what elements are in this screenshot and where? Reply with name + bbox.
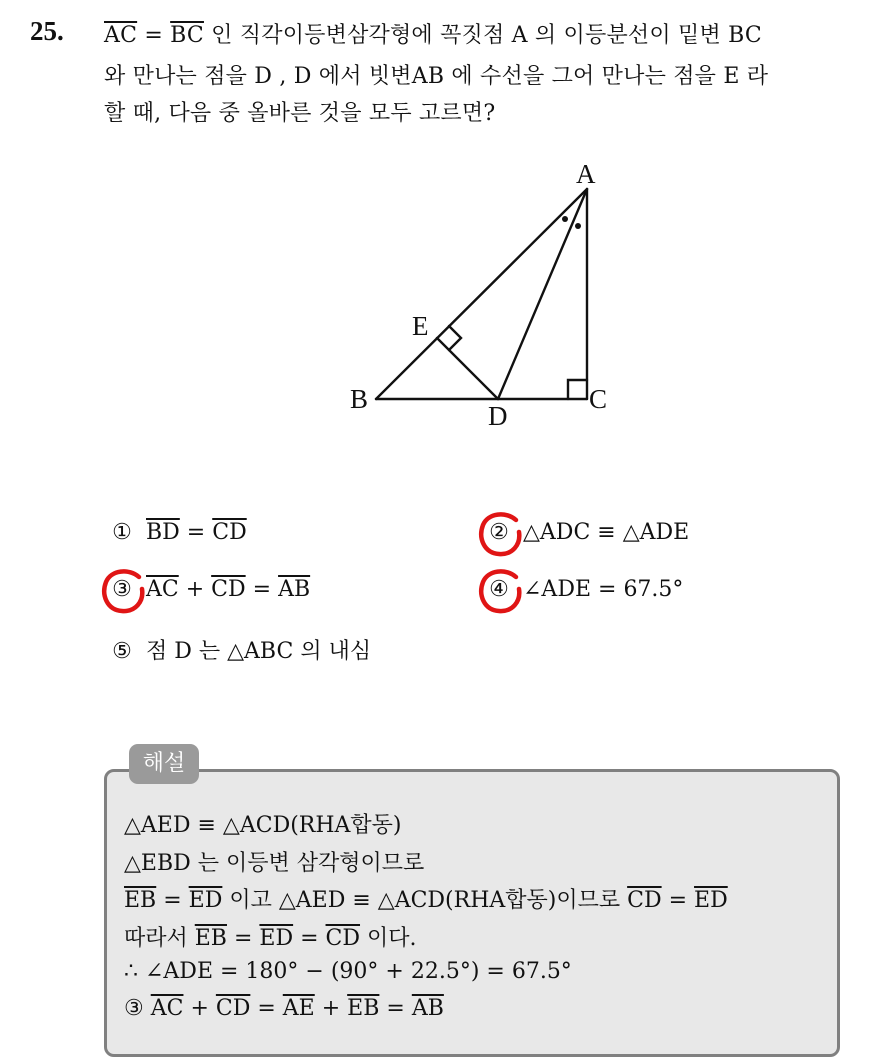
label-d: D: [488, 401, 508, 431]
question-number: 25.: [30, 16, 64, 46]
angle-mark-dot-2: [575, 223, 581, 229]
choice-number: ②: [489, 520, 509, 545]
choice-4[interactable]: ④ ∠ADE = 67.5°: [485, 577, 683, 602]
answer-mark-4: [476, 567, 526, 617]
label-b: B: [350, 384, 369, 414]
explanation-tab: 해설: [129, 744, 199, 784]
triangle-figure: [340, 158, 630, 438]
answer-mark-3: [99, 567, 149, 617]
segment-ac: $\overline{AC}$: [104, 23, 138, 48]
choice-2[interactable]: ② △ADC ≡ △ADE: [485, 520, 689, 545]
label-c: C: [589, 384, 608, 414]
explanation-line-5: ∴ ∠ADE = 180° − (90° + 22.5°) = 67.5°: [124, 959, 572, 984]
segment-bc: $\overline{BC}$: [170, 23, 204, 48]
question-line-3: 할 때, 다음 중 올바른 것을 모두 고르면?: [104, 101, 496, 126]
question-line-2: 와 만나는 점을 D , D 에서 빗변AB 에 수선을 그어 만나는 점을 E 라: [104, 64, 769, 89]
choice-number: ④: [489, 577, 509, 602]
explanation-line-6: ③ $\overline{AC} + \overline{CD} = \overline{AE} + \overline{EB} = \overline{AB}$: [124, 996, 444, 1021]
choice-5[interactable]: ⑤ 점 D 는 △ABC 의 내심: [108, 634, 371, 665]
choice-3[interactable]: ③ $\overline{AC} + \overline{CD} = \overline{AB}$: [108, 577, 310, 602]
side-ab: [376, 189, 587, 399]
right-angle-c: [568, 380, 587, 399]
question-line-1: $\overline{AC} = \overline{BC}$ 인 직각이등변삼각형에 꼭짓점 A 의 이등분선이 밑변 BC: [104, 23, 762, 48]
choice-number: ③: [112, 577, 132, 602]
explanation-line-3: $\overline{EB} = \overline{ED}$ 이고 △AED ≡ △ACD(RHA합동)이므로 $\overline{CD} = \overline{ED}$: [124, 888, 728, 913]
choice-number: ①: [112, 520, 132, 545]
explanation-line-4: 따라서 $\overline{EB} = \overline{ED} = \overline{CD}$ 이다.: [124, 926, 417, 951]
choice-1[interactable]: ① $\overline{BD} = \overline{CD}$: [108, 520, 247, 545]
choice-number: ⑤: [112, 639, 132, 664]
answer-mark-2: [476, 510, 526, 560]
segment-ad: [498, 189, 587, 399]
explanation-line-2: △EBD 는 이등변 삼각형이므로: [124, 851, 425, 876]
label-a: A: [576, 159, 596, 189]
right-angle-e: [449, 326, 461, 350]
label-e: E: [412, 311, 429, 341]
explanation-line-1: △AED ≡ △ACD(RHA합동): [124, 813, 402, 838]
angle-mark-dot-1: [562, 216, 568, 222]
segment-de: [437, 338, 498, 399]
